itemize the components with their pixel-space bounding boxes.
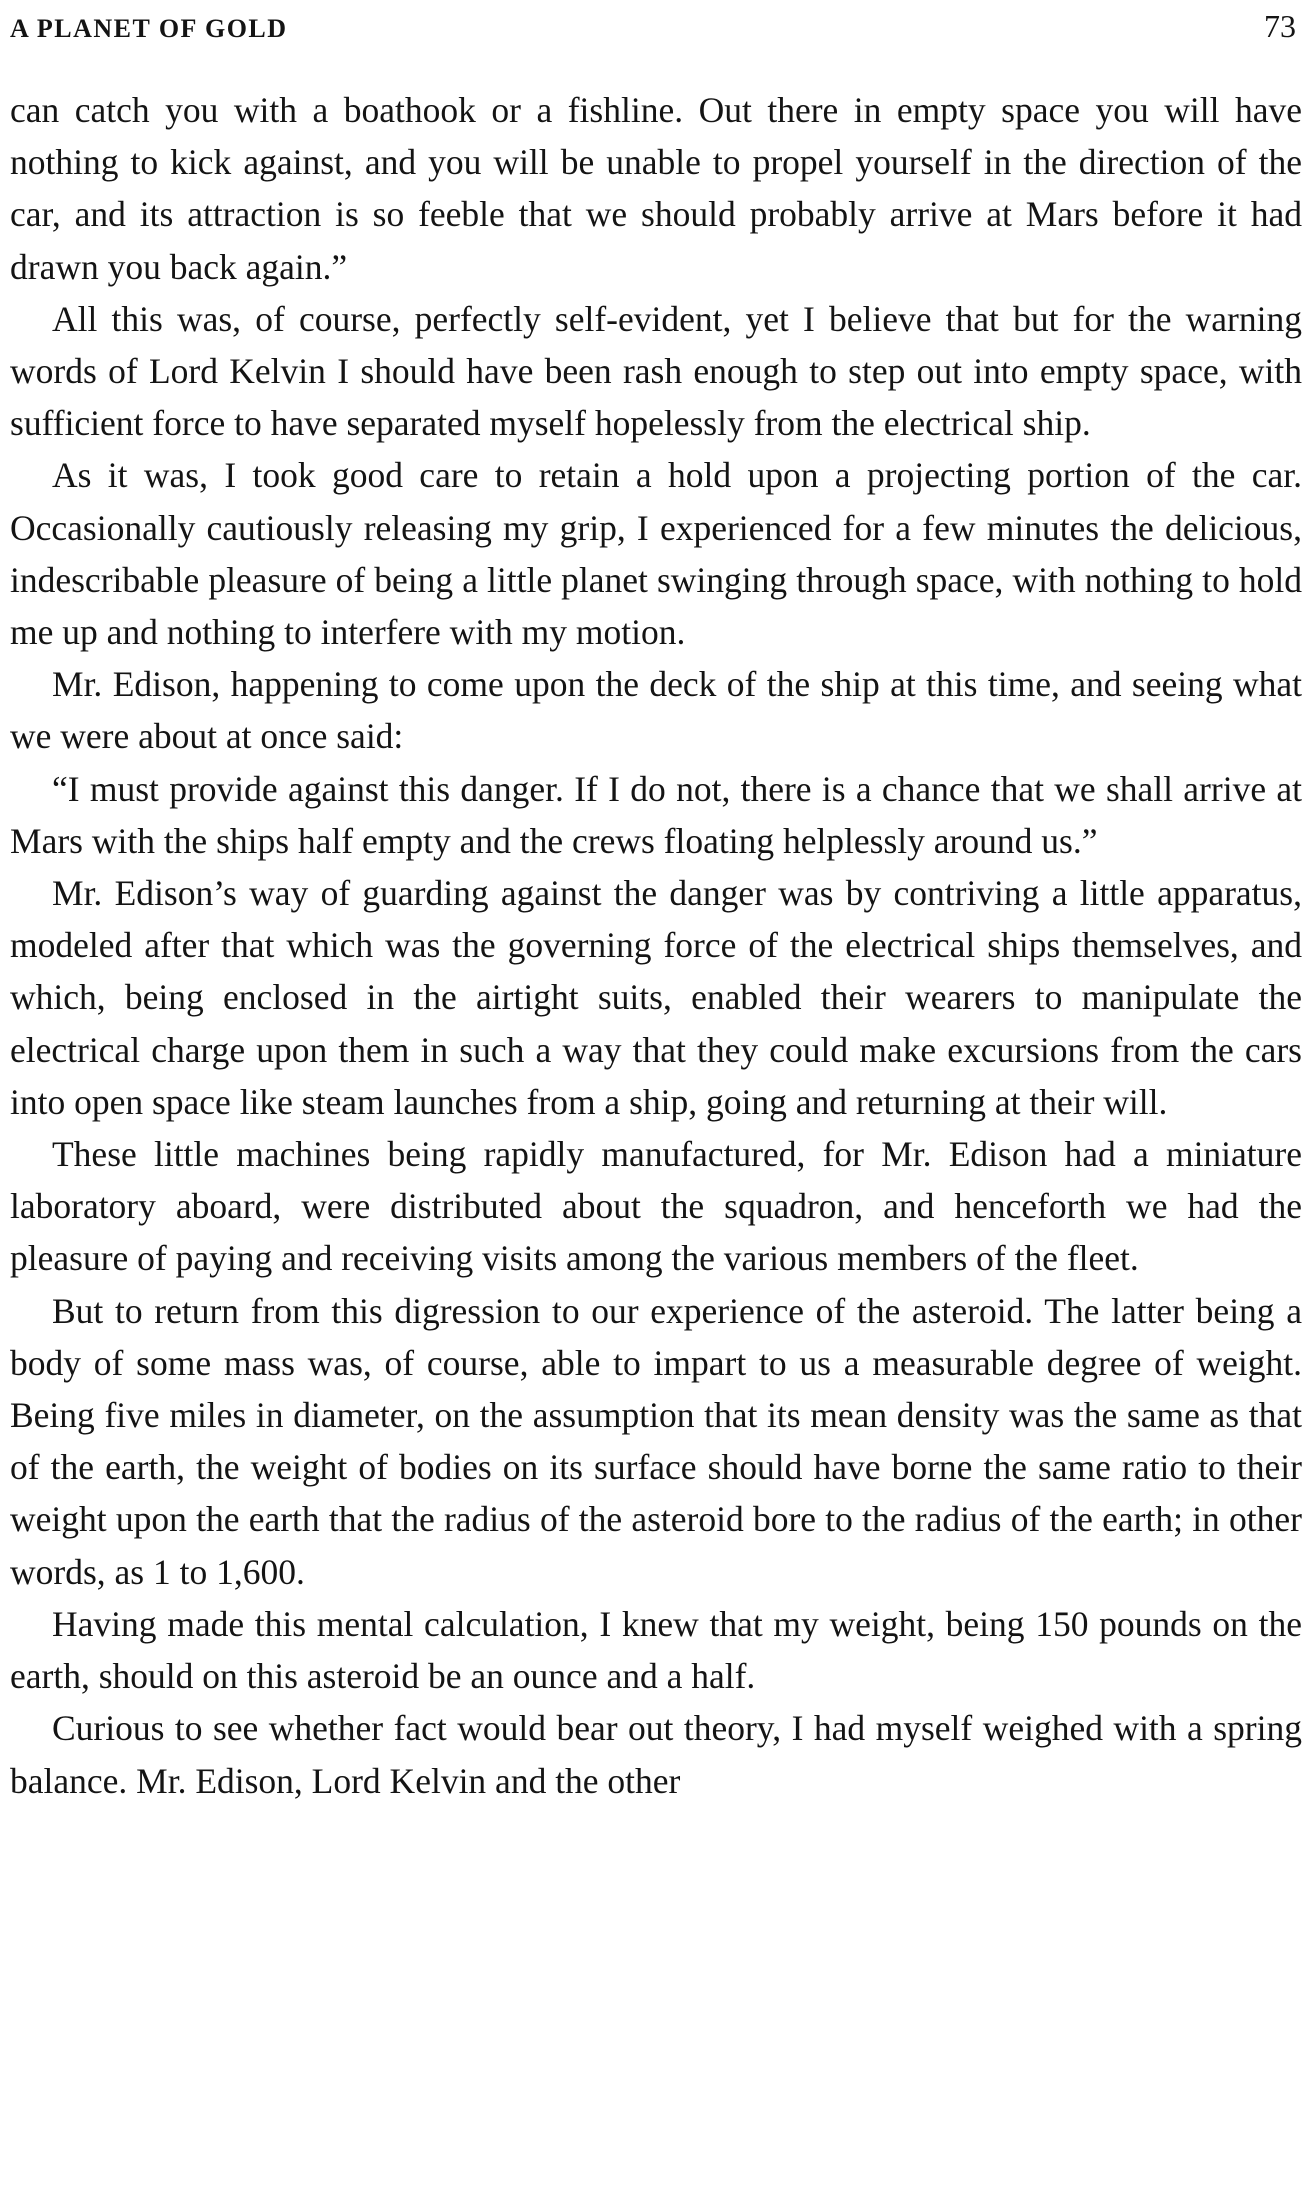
paragraph: “I must provide against this danger. If I do not, there is a chance that we shall arrive at Mars with the ships half empty and the crews floating helplessly around us.” [10,768,1302,861]
running-head [10,8,1296,48]
running-title: A PLANET OF GOLD [10,14,288,43]
paragraph: As it was, I took good care to retain a hold upon a projecting portion of the car. Occasionally cautiously releasing my grip, I experienced for a few minutes the delicious, indescribable pleasure of being a little planet swinging through space, with nothing to hold me up and nothing to interfere with my motion. [10,455,1302,653]
paragraph: These little machines being rapidly manufactured, for Mr. Edison had a miniature laboratory aboard, were distributed about the squadron, and henceforth we had the pleasure of paying and receiving visits among the various members of the fleet. [10,1134,1302,1279]
page-number: 73 [1264,8,1296,44]
paragraph: can catch you with a boathook or a fishline. Out there in empty space you will have nothing to kick against, and you will be unable to propel yourself in the direction of the car, and its attraction is so feeble that we should probably arrive at Mars before it had drawn you back again.” [10,90,1302,287]
paragraph: Mr. Edison’s way of guarding against the danger was by contriving a little apparatus, modeled after that which was the governing force of the electrical ships themselves, and which, being enclosed in the airtight suits, enabled their wearers to manipulate the electrical charge upon them in such a way that they could make excursions from the cars into open space like steam launches from a ship, going and returning at their will. [10,873,1302,1122]
paragraph: All this was, of course, perfectly self-evident, yet I believe that but for the warning words of Lord Kelvin I should have been rash enough to step out into empty space, with sufficient force to have separated myself hopelessly from the electrical ship. [10,298,1302,444]
paragraph: But to return from this digression to our experience of the asteroid. The latter being a body of some mass was, of course, able to impart to us a measurable degree of weight. Being five miles in diameter, on the assumption that its mean density was the same as that of the earth, the weight of bodies on its surface should have borne the same ratio to their weight upon the earth that the radius of the asteroid bore to the radius of the earth; in other words, as 1 to 1,600. [10,1290,1302,1592]
paragraph: Curious to see whether fact would bear out theory, I had myself weighed with a spring balance. Mr. Edison, Lord Kelvin and the other [10,1708,1302,1801]
paragraph: Having made this mental calculation, I knew that my weight, being 150 pounds on the earth, should on this asteroid be an ounce and a half. [10,1603,1302,1697]
body-text [10,84,1302,1807]
paragraph: Mr. Edison, happening to come upon the deck of the ship at this time, and seeing what we were about at once said: [10,664,1302,757]
